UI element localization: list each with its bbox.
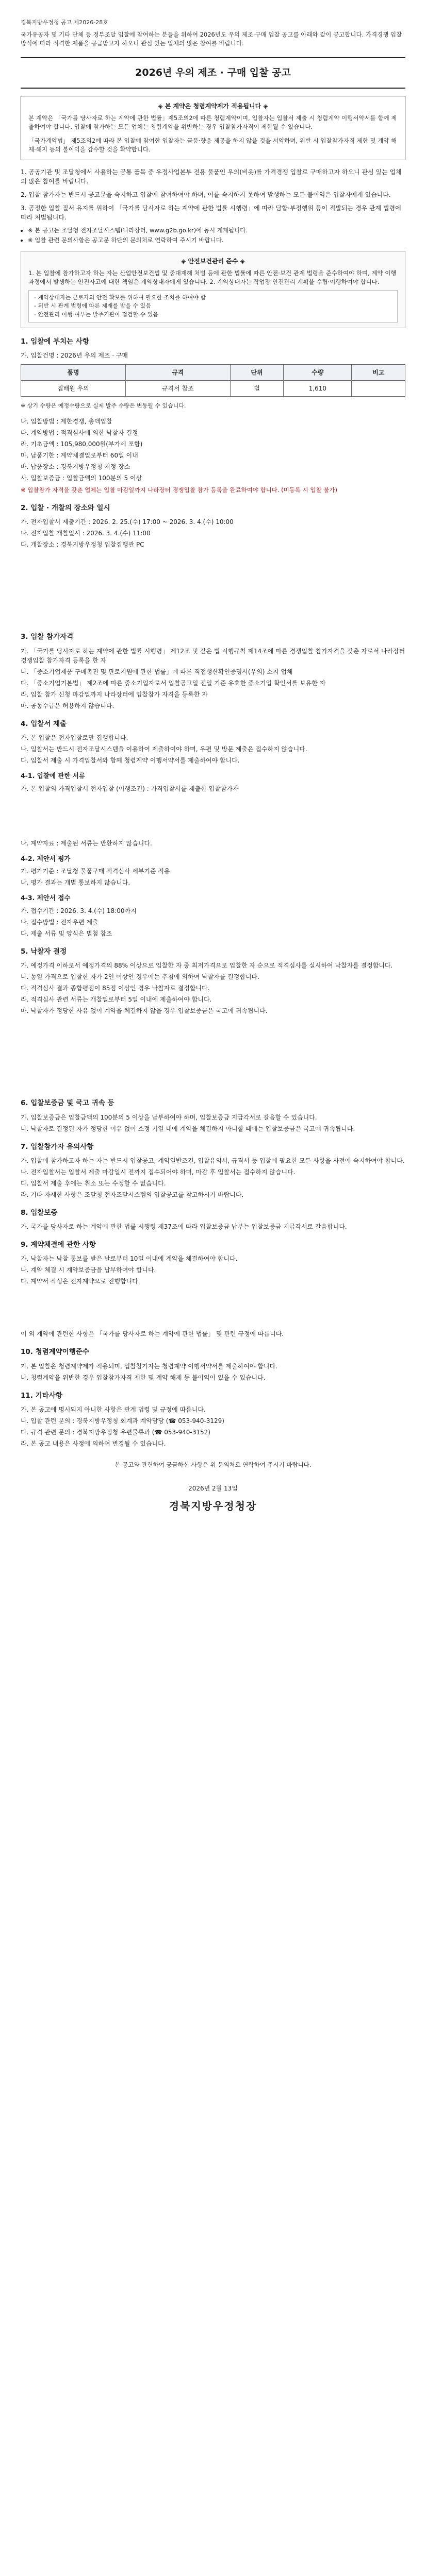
section-3-item: 라. 입찰 참가 신청 마감일까지 나라장터에 입찰참가 자격을 등록한 자 <box>21 690 208 698</box>
table-cell: 규격서 참조 <box>125 381 230 397</box>
section-1-item: 사. 입찰보증금 : 입찰금액의 100분의 5 이상 <box>21 474 142 482</box>
section-4-1-title: 4-1. 입찰에 관한 서류 <box>21 771 85 779</box>
section-4-1-item: 나. 계약자료 : 제출된 서류는 반환하지 않습니다. <box>21 839 152 847</box>
section-2-item: 나. 전자입찰 개찰일시 : 2026. 3. 4.(수) 11:00 <box>21 530 151 537</box>
section-4-2-item: 가. 평가기준 : 조달청 물품구매 적격심사 세부기준 적용 <box>21 868 170 875</box>
section-10-item: 나. 청렴계약을 위반한 경우 입찰참가자격 제한 및 계약 해제 등 불이익이 있을 수 있습니다. <box>21 1374 266 1381</box>
safety-rule-line: - 계약상대자는 근로자의 안전 확보를 위하여 필요한 조치를 하여야 함 <box>34 294 206 301</box>
section-3-item: 마. 공동수급은 허용하지 않습니다. <box>21 702 114 709</box>
section-3-item: 다. 「중소기업기본법」 제2조에 따른 중소기업자로서 입찰공고일 전일 기준 유효한 중소기업 확인서를 보유한 자 <box>21 679 326 687</box>
safety-rule-box <box>21 251 405 328</box>
section-4-item: 다. 입찰서 제출 시 가격입찰서와 함께 청렴계약 이행서약서를 제출하여야 합니다. <box>21 756 240 764</box>
body-paragraph-2: 2. 입찰 참가자는 반드시 공고문을 숙지하고 입찰에 참여하여야 하며, 이를 숙지하지 못하여 발생하는 모든 불이익은 입찰자에게 있습니다. <box>21 191 391 198</box>
table-row <box>21 381 405 397</box>
integrity-notice-box <box>21 96 405 160</box>
section-9-item: 다. 계약서 작성은 전자계약으로 진행합니다. <box>21 1278 140 1285</box>
section-1-item: 라. 기초금액 : 105,980,000원(부가세 포함) <box>21 440 143 448</box>
section-1-note: ※ 상기 수량은 예정수량으로 실제 발주 수량은 변동될 수 있습니다. <box>21 402 186 410</box>
section-4-2-title: 4-2. 제안서 평가 <box>21 854 71 862</box>
items-table-header: 수량 <box>284 365 352 381</box>
integrity-notice-subtext: 「국가계약법」 제5조의2에 따라 본 입찰에 참여한 입찰자는 금품·향응 제공을 하지 않을 것을 서약하며, 위반 시 입찰참가자격 제한 및 계약 해제·해지 등의 불이익을 감수할 것을 확약합니다. <box>28 137 397 154</box>
section-9-item: 나. 계약 체결 시 계약보증금을 납부하여야 합니다. <box>21 1266 156 1274</box>
section-4-3-item: 다. 제출 서류 및 양식은 별첨 참조 <box>21 930 112 937</box>
section-1-line: 가. 입찰건명 : 2026년 우의 제조 · 구매 <box>21 352 128 360</box>
safety-rule-heading: ◈ 안전보건관리 준수 ◈ <box>181 258 245 265</box>
section-7-item: 나. 전자입찰서는 입찰서 제출 마감일시 전까지 접수되어야 하며, 마감 후 입찰서는 접수하지 않습니다. <box>21 1168 296 1176</box>
section-5-item: 나. 동일 가격으로 입찰한 자가 2인 이상인 경우에는 추첨에 의하여 낙찰자를 결정합니다. <box>21 973 259 981</box>
section-10-title: 10. 청렴계약이행준수 <box>21 1348 89 1357</box>
section-4-1-item: 가. 본 입찰의 가격입찰서 전자입찰 (이행조건) : 가격입찰서를 제출한 입찰참가자 <box>21 785 239 792</box>
section-1-item: 나. 입찰방법 : 제한경쟁, 총액입찰 <box>21 417 112 425</box>
integrity-notice-text: 본 계약은 「국가를 당사자로 하는 계약에 관한 법률」제5조의2에 따른 청렴계약이며, 입찰자는 입찰서 제출 시 청렴계약 이행서약서를 함께 제출하여야 합니다. 입찰에 참가하는 모든 업체는 청렴계약을 위반하는 경우 입찰참가자격이 제한될 수 있습니다. <box>28 114 397 130</box>
section-1-title: 1. 입찰에 부치는 사항 <box>21 337 89 346</box>
items-table-header: 비고 <box>352 365 405 381</box>
section-11-title: 11. 기타사항 <box>21 1391 62 1400</box>
section-6-item: 가. 입찰보증금은 입찰금액의 100분의 5 이상을 납부하여야 하며, 입찰보증금 지급각서로 갈음할 수 있습니다. <box>21 1113 317 1121</box>
safety-rule-line: - 안전관리 이행 여부는 발주기관이 점검할 수 있음 <box>34 311 158 318</box>
integrity-notice-heading: ◈ 본 계약은 청렴계약제가 적용됩니다 ◈ <box>158 102 268 110</box>
section-11-item: 라. 본 공고 내용은 사정에 의하여 변경될 수 있습니다. <box>21 1439 166 1447</box>
section-5-title: 5. 낙찰자 결정 <box>21 947 67 956</box>
section-7-item: 다. 입찰서 제출 후에는 취소 또는 수정할 수 없습니다. <box>21 1179 166 1187</box>
note-item: • ※ 본 공고는 조달청 전자조달시스템(나라장터, www.g2b.go.kr)에 동시 게재됩니다. <box>28 226 405 235</box>
intro-paragraph: 국가유공자 및 기타 단체 등 정부조달 입찰에 참여하는 분들을 위하여 2026년도 우의 제조·구매 입찰 공고를 아래와 같이 공고합니다. 가격경쟁 입찰 방식에 따라 적격한 제품을 공급받고자 하오니 관심 있는 업체의 많은 참여를 바랍니다. <box>21 30 402 47</box>
document-title: 2026년 우의 제조 · 구매 입찰 공고 <box>21 57 405 89</box>
section-4-2-item: 나. 평가 결과는 개별 통보하지 않습니다. <box>21 879 130 887</box>
section-11-item: 다. 규격 관련 문의 : 경북지방우정청 우편물류과 (☎ 053-940-3152) <box>21 1428 210 1436</box>
safety-rule-inner-box <box>28 290 398 323</box>
section-4-title: 4. 입찰서 제출 <box>21 719 67 728</box>
table-cell: 집배원 우의 <box>21 381 126 397</box>
section-5-item: 라. 적격심사 관련 서류는 개찰일로부터 5일 이내에 제출하여야 합니다. <box>21 996 212 1004</box>
section-5-item: 다. 적격심사 결과 종합평점이 85점 이상인 경우 낙찰자로 결정합니다. <box>21 985 210 992</box>
section-1-item: 바. 납품장소 : 경북지방우정청 지정 장소 <box>21 463 130 470</box>
section-9-title: 9. 계약체결에 관한 사항 <box>21 1241 96 1249</box>
section-5-item: 마. 낙찰자가 정당한 사유 없이 계약을 체결하지 않을 경우 입찰보증금은 국고에 귀속됩니다. <box>21 1007 268 1015</box>
safety-rule-line: - 위반 시 관계 법령에 따른 제재를 받을 수 있음 <box>34 302 151 309</box>
section-1-item: 마. 납품기한 : 계약체결일로부터 60일 이내 <box>21 451 138 459</box>
section-6-title: 6. 입찰보증금 및 국고 귀속 등 <box>21 1099 114 1108</box>
section-3-title: 3. 입찰 참가자격 <box>21 633 74 641</box>
section-3-item: 가. 「국가를 당사자로 하는 계약에 관한 법률 시행령」 제12조 및 같은 법 시행규칙 제14조에 따른 경쟁입찰 참가자격을 갖춘 자로서 나라장터 경쟁입찰 참가자격 등록을 한 자 <box>21 647 405 664</box>
notes-list <box>21 226 405 245</box>
table-cell <box>352 381 405 397</box>
section-4-3-item: 가. 접수기간 : 2026. 3. 4.(수) 18:00까지 <box>21 907 137 914</box>
section-4-3-item: 나. 접수방법 : 전자우편 제출 <box>21 919 99 926</box>
section-2-item: 가. 전자입찰서 제출기간 : 2026. 2. 25.(수) 17:00 ~ 2026. 3. 4.(수) 10:00 <box>21 518 234 526</box>
note-item: • ※ 입찰 관련 문의사항은 공고문 하단의 문의처로 연락하여 주시기 바랍니다. <box>28 236 405 245</box>
announcement-number: 경북지방우정청 공고 제2026-28호 <box>21 19 108 26</box>
section-8-title: 8. 입찰보증 <box>21 1208 58 1217</box>
table-cell: 벌 <box>230 381 283 397</box>
section-4-item: 가. 본 입찰은 전자입찰로만 집행합니다. <box>21 734 128 741</box>
section-10-item: 가. 본 입찰은 청렴계약제가 적용되며, 입찰참가자는 청렴계약 이행서약서를 제출하여야 합니다. <box>21 1362 277 1370</box>
items-table <box>21 364 405 397</box>
issuer-name: 경북지방우정청장 <box>169 1500 257 1512</box>
section-6-item: 나. 낙찰자로 결정된 자가 정당한 이유 없이 소정 기일 내에 계약을 체결하지 아니할 때에는 입찰보증금은 국고에 귀속됩니다. <box>21 1125 355 1132</box>
items-table-header-row <box>21 365 405 381</box>
items-table-header: 규격 <box>125 365 230 381</box>
section-11-item: 가. 본 공고에 명시되지 아니한 사항은 관계 법령 및 규정에 따릅니다. <box>21 1405 206 1413</box>
section-7-title: 7. 입찰참가자 유의사항 <box>21 1142 94 1151</box>
closing-text: 본 공고와 관련하여 궁금하신 사항은 위 문의처로 연락하여 주시기 바랍니다. <box>114 1461 312 1468</box>
section-1-item: 다. 계약방법 : 적격심사에 의한 낙찰자 결정 <box>21 429 138 436</box>
section-9-tail: 이 외 계약에 관련한 사항은 「국가를 당사자로 하는 계약에 관한 법률」 및 관련 규정에 따릅니다. <box>21 1330 284 1338</box>
section-8-item: 가. 국가를 당사자로 하는 계약에 관한 법률 시행령 제37조에 따라 입찰보증금 납부는 입찰보증금 지급각서로 갈음합니다. <box>21 1223 347 1230</box>
section-2-item: 다. 개찰장소 : 경북지방우정청 입찰집행관 PC <box>21 541 144 549</box>
section-2-title: 2. 입찰 · 개찰의 장소와 일시 <box>21 504 110 512</box>
section-7-item: 라. 기타 자세한 사항은 조달청 전자조달시스템의 입찰공고를 참고하시기 바랍니다. <box>21 1191 244 1198</box>
items-table-header: 품명 <box>21 365 126 381</box>
announcement-date: 2026년 2월 13일 <box>188 1485 238 1492</box>
section-11-item: 나. 입찰 관련 문의 : 경북지방우정청 회계과 계약담당 (☎ 053-940-3129) <box>21 1417 224 1425</box>
section-1-warning: ※ 입찰참가 자격을 갖춘 업체는 입찰 마감일까지 나라장터 경쟁입찰 참가 등록을 완료하여야 합니다. (미등록 시 입찰 불가) <box>21 486 337 494</box>
items-table-header: 단위 <box>230 365 283 381</box>
section-4-item: 나. 입찰서는 반드시 전자조달시스템을 이용하여 제출하여야 하며, 우편 및 방문 제출은 접수하지 않습니다. <box>21 745 307 753</box>
body-paragraph-3: 3. 공정한 입찰 질서 유지를 위하여 「국가를 당사자로 하는 계약에 관한 법률 시행령」에 따라 담합·부정행위 등이 적발되는 경우 관계 법령에 따라 처벌됩니다. <box>21 204 401 221</box>
section-9-item: 가. 낙찰자는 낙찰 통보를 받은 날로부터 10일 이내에 계약을 체결하여야 합니다. <box>21 1255 238 1263</box>
table-cell: 1,610 <box>284 381 352 397</box>
section-5-item: 가. 예정가격 이하로서 예정가격의 88% 이상으로 입찰한 자 중 최저가격으로 입찰한 자 순으로 적격심사를 실시하여 낙찰자를 결정합니다. <box>21 962 393 970</box>
body-paragraph-1: 1. 공공기관 및 조달청에서 사용하는 공통 품목 중 우정사업본부 전용 물품인 우의(비옷)를 가격경쟁 입찰로 구매하고자 하오니 관심 있는 업체의 많은 참여를 바랍니다. <box>21 168 402 185</box>
section-3-item: 나. 「중소기업제품 구매촉진 및 판로지원에 관한 법률」에 따른 직접생산확인증명서(우의) 소지 업체 <box>21 668 293 675</box>
section-7-item: 가. 입찰에 참가하고자 하는 자는 반드시 입찰공고, 계약일반조건, 입찰유의서, 규격서 등 입찰에 필요한 모든 사항을 사전에 숙지하여야 합니다. <box>21 1157 405 1164</box>
safety-rule-text: 1. 본 입찰에 참가하고자 하는 자는 산업안전보건법 및 중대재해 처벌 등에 관한 법률에 따른 안전·보건 관계 법령을 준수하여야 하며, 계약 이행 과정에서 발생하는 안전사고에 대한 책임은 계약상대자에게 있습니다. 2. 계약상대자는 작업장 안전관리 계획을 수립·이행하여야 합니다. <box>28 269 397 286</box>
section-4-3-title: 4-3. 제안서 접수 <box>21 894 71 902</box>
